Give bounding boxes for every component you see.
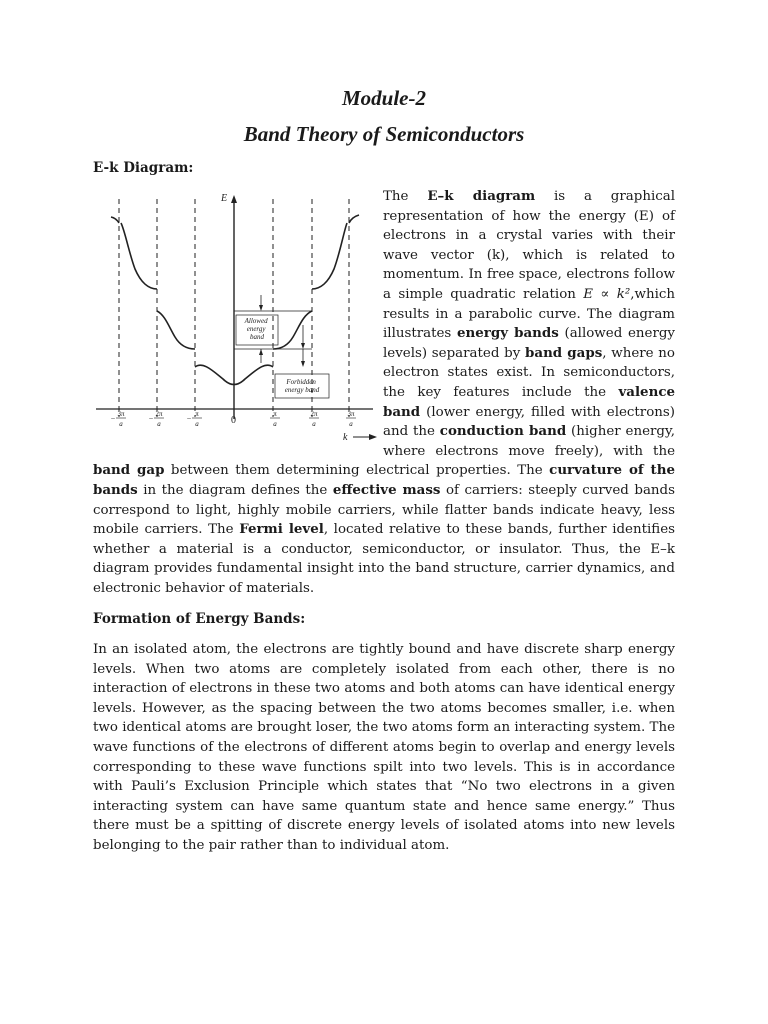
energy-axis-label: E <box>221 193 228 204</box>
top-band-right-edge <box>349 215 359 223</box>
bold-term: Fermi level <box>239 521 324 538</box>
tick-numerator: 2π <box>155 410 163 418</box>
tick-numerator: π <box>273 410 277 418</box>
text-run: ,which results in a parabolic curve. The diagram illustrates <box>383 286 675 342</box>
bold-term: valence band <box>383 383 675 420</box>
second-band-left <box>157 311 195 349</box>
text-run: of carriers: steeply curved bands correspond to light, highly mobile carriers, while flatter bands indicate heavy, less mobile carriers. The <box>93 482 675 538</box>
tick-denominator: a <box>273 420 277 428</box>
origin-label: 0 <box>231 415 236 426</box>
module-title: Module-2 <box>342 86 426 110</box>
ek-diagram-heading: E-k Diagram: <box>93 160 194 176</box>
text-run: between them determining electrical properties. The <box>164 463 550 479</box>
text-run: (lower energy, filled with electrons) and the <box>383 404 675 440</box>
bold-term: conduction band <box>439 423 567 440</box>
allowed-band-label: Allowed energy band <box>244 317 268 341</box>
energy-bands-heading: Formation of Energy Bands: <box>93 611 306 627</box>
bold-term: effective mass <box>332 481 441 498</box>
bold-term: E–k diagram <box>427 188 536 204</box>
tick-denominator: a <box>195 420 199 428</box>
bold-term: energy bands <box>457 325 559 342</box>
bold-term: curvature of the bands <box>93 462 675 498</box>
wave-vector-axis-label: k <box>343 432 348 443</box>
tick-sign: − <box>186 414 192 423</box>
text-run: is a graphical representation of how the energy (E) of electrons in a crystal varies with their wave vector (k), which is related to momentum. In free space, electrons follow a simple quadratic relation <box>383 189 675 302</box>
tick-denominator: a <box>349 420 353 428</box>
tick-numerator: 3π <box>347 410 355 418</box>
text-run: , where no electron states exist. In semiconductors, the key features include the <box>383 345 675 400</box>
tick-numerator: 2π <box>310 410 318 418</box>
energy-bands-paragraph: In an isolated atom, the electrons are tightly bound and have discrete sharp energy levels. When two atoms are completely isolated from each other, there is no interaction of electrons in these two atoms and both atoms can have identical energy levels. However, as the spacing between the two atoms becomes smaller, i.e. when two identical atoms are brought loser, the two atoms form an interacting system. The wave functions of the electrons of different atoms begin to overlap and energy levels corresponding to these wave functions spilt into two levels. This is in accordance with Pauli’s Exclusion Principle which states that “No two electrons in a given interacting system can have same quantum state and hence same energy.” Thus there must be a spitting of discrete energy levels of isolated atoms into new levels belonging to the pair rather than to individual atom. <box>93 642 675 853</box>
text-run: in the diagram defines the <box>137 482 333 498</box>
tick-sign: − <box>110 414 116 423</box>
top-band-left-edge <box>111 217 119 223</box>
bold-term: band gaps <box>525 344 603 361</box>
tick-numerator: π <box>195 410 199 418</box>
text-run: The <box>383 189 428 204</box>
text-run: (higher energy, where electrons move freely), with the <box>383 424 676 459</box>
bold-term: band gap <box>93 462 165 479</box>
text-run: E ∝ k² <box>583 286 631 302</box>
text-run: , located relative to these bands, further identifies whether a material is a conductor, semiconductor, or insulator. Thus, the E–k diagram provides fundamental insight into the band structure, carrier dynamics, and electronic behavior of materials. <box>93 522 675 596</box>
third-band-left <box>121 223 157 289</box>
text-run: (allowed energy levels) separated by <box>383 326 675 361</box>
forbidden-band-label: Forbidden energy band <box>284 378 320 394</box>
third-band-right <box>312 223 347 289</box>
tick-sign: − <box>148 414 154 423</box>
document-title: Band Theory of Semiconductors <box>243 122 525 146</box>
tick-denominator: a <box>157 420 161 428</box>
second-band-right <box>273 311 312 349</box>
ek-diagram-figure <box>91 187 383 445</box>
tick-denominator: a <box>119 420 123 428</box>
ek-section <box>93 187 675 598</box>
energy-axis-arrow <box>231 195 237 203</box>
tick-denominator: a <box>312 420 316 428</box>
tick-numerator: 3π <box>117 410 125 418</box>
